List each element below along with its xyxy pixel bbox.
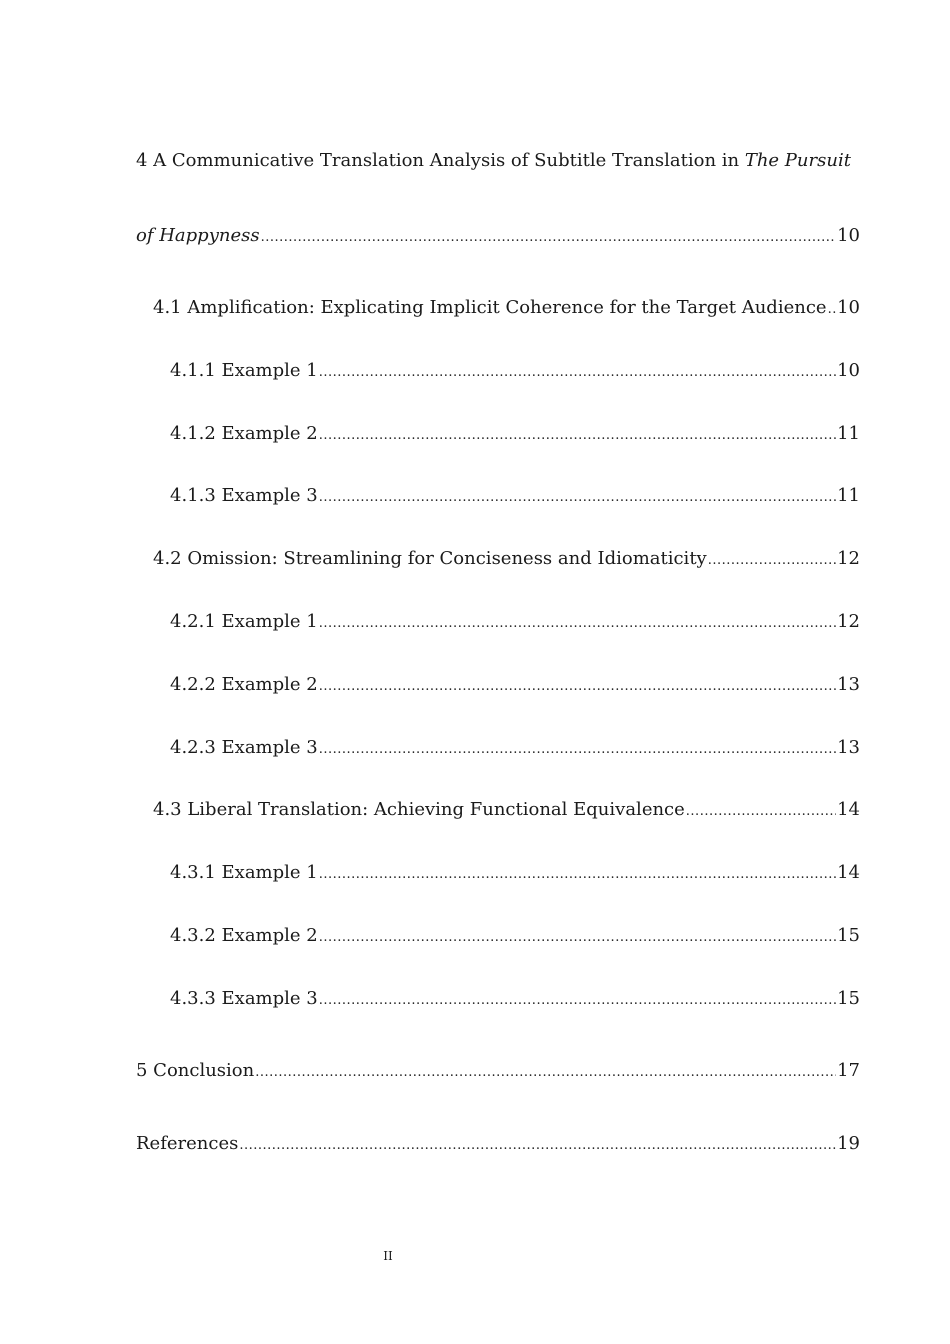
toc-entry-label: 4.3 Liberal Translation: Achieving Functional Equivalence xyxy=(153,799,685,820)
toc-page-number: 14 xyxy=(837,862,860,883)
toc-page-number: 10 xyxy=(837,297,860,318)
toc-entry-label: 4.1 Amplification: Explicating Implicit Coherence for the Target Audience xyxy=(153,297,827,318)
toc-entry-label: 4.3.3 Example 3 xyxy=(170,988,318,1009)
toc-entry-label: 4.2.3 Example 3 xyxy=(170,737,318,758)
toc-entry-section-4-3[interactable] xyxy=(153,797,860,823)
toc-entry-label-italic: The Pursuit xyxy=(744,150,851,171)
toc-leader-dots xyxy=(319,611,836,637)
toc-entry-label: 4 A Communicative Translation Analysis of Subtitle Translation in xyxy=(136,150,745,171)
toc-page-number: 15 xyxy=(837,988,860,1009)
toc-entry-label: 4.1.2 Example 2 xyxy=(170,423,318,444)
toc-entry-section-4-2-3[interactable] xyxy=(170,735,860,761)
toc-entry-section-4-3-3[interactable] xyxy=(170,986,860,1012)
toc-entry-references[interactable] xyxy=(136,1131,860,1157)
toc-leader-dots xyxy=(255,1060,836,1086)
toc-entry-section-4-1[interactable] xyxy=(153,295,860,321)
toc-page-number: 11 xyxy=(837,423,860,444)
toc-leader-dots xyxy=(319,485,836,511)
toc-entry-label: 4.2.1 Example 1 xyxy=(170,611,318,632)
toc-leader-dots xyxy=(319,925,836,951)
toc-leader-dots xyxy=(239,1133,836,1159)
toc-entry-section-4-3-2[interactable] xyxy=(170,923,860,949)
footer-page-number: II xyxy=(383,1249,393,1263)
toc-entry-label: 4.2 Omission: Streamlining for Conciseness and Idiomaticity xyxy=(153,548,707,569)
toc-leader-dots xyxy=(319,988,836,1014)
toc-entry-section-4-2-2[interactable] xyxy=(170,672,860,698)
toc-entry-section-4-3-1[interactable] xyxy=(170,860,860,886)
toc-page-number: 12 xyxy=(837,611,860,632)
toc-entry-section-4-2-1[interactable] xyxy=(170,609,860,635)
toc-page-number: 10 xyxy=(837,225,860,246)
toc-page-number: 12 xyxy=(837,548,860,569)
toc-page-number: 13 xyxy=(837,737,860,758)
toc-page-number: 13 xyxy=(837,674,860,695)
toc-page-number: 14 xyxy=(837,799,860,820)
toc-leader-dots xyxy=(319,862,836,888)
toc-page-number: 10 xyxy=(837,360,860,381)
toc-page-number: 11 xyxy=(837,485,860,506)
toc-entry-section-4-2[interactable] xyxy=(153,546,860,572)
toc-leader-dots xyxy=(319,737,836,763)
toc-entry-label: 4.1.3 Example 3 xyxy=(170,485,318,506)
toc-leader-dots xyxy=(828,297,837,323)
toc-entry-chapter-4-line2[interactable] xyxy=(136,223,860,249)
toc-entry-section-4-1-3[interactable] xyxy=(170,483,860,509)
toc-entry-chapter-5[interactable] xyxy=(136,1058,860,1084)
toc-entry-chapter-4-line1[interactable] xyxy=(136,148,858,174)
toc-entry-label: 4.1.1 Example 1 xyxy=(170,360,318,381)
toc-leader-dots xyxy=(708,548,836,574)
toc-leader-dots xyxy=(319,360,836,386)
toc-leader-dots xyxy=(686,799,836,825)
toc-entry-section-4-1-1[interactable] xyxy=(170,358,860,384)
toc-leader-dots xyxy=(319,674,836,700)
toc-leader-dots xyxy=(261,225,837,251)
toc-entry-label: 4.3.1 Example 1 xyxy=(170,862,318,883)
toc-entry-label: 4.3.2 Example 2 xyxy=(170,925,318,946)
toc-entry-label: 4.2.2 Example 2 xyxy=(170,674,318,695)
toc-entry-label: 5 Conclusion xyxy=(136,1060,255,1081)
toc-entry-section-4-1-2[interactable] xyxy=(170,421,860,447)
toc-leader-dots xyxy=(319,423,836,449)
toc-entry-label: References xyxy=(136,1133,239,1154)
toc-page-number: 19 xyxy=(837,1133,860,1154)
toc-entry-label-italic: of Happyness xyxy=(136,225,260,246)
toc-page-number: 15 xyxy=(837,925,860,946)
toc-page-number: 17 xyxy=(837,1060,860,1081)
